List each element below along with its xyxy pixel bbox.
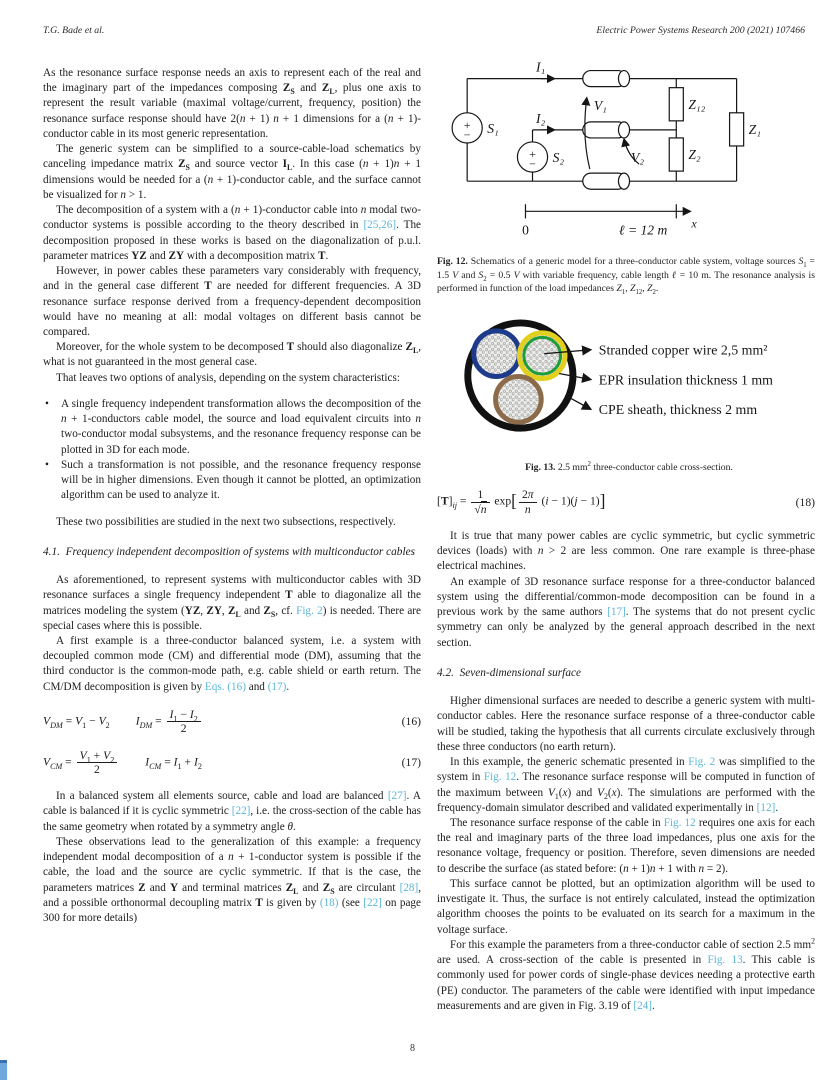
label-v2: V₂ [631,150,645,166]
paragraph: This surface cannot be plotted, but an optimization algorithm will be used to investigate it. Thus, the surface is not entirely calculated, instead the optimization algorithm chooses the points to be evaluated on its search for a maximum in the voltage surface. [437,877,815,936]
equation [437,488,815,516]
paragraph: An example of 3D resonance surface response for a three-conductor balanced system using the differential/common-mode decomposition can be found in a previous work by the same authors [17]. The systems that do not present cyclic symmetry can only be analyzed by the general approach described in the next section. [437,575,815,649]
equation-body: $V_{CM}$ = $\frac{V_1 + V_2}{2}$ $I_{CM} = I_1 + I_2$ [43,748,202,776]
label-axis-zero: 0 [522,222,529,238]
running-header [43,25,805,36]
paragraph: That leaves two options of analysis, depending on the system characteristics: [56,371,400,384]
equation [43,708,421,736]
section-heading: 4.1. Frequency independent decomposition of systems with multiconductor cables [43,545,415,558]
citation-link[interactable]: Fig. 13 [707,954,743,967]
citation-link[interactable]: Fig. 2 [296,604,323,617]
label-axis-x: x [691,216,697,231]
load-z12 [669,88,683,121]
bullet-item: • Such a transformation is not possible, and the resonance frequency response will be in higher dimensions. Even though it cannot be plotted, an optimization algorithm can be used to analyze it. [45,458,421,504]
page-number: 8 [410,1043,415,1054]
equation [43,749,421,777]
pointer-sheath [567,396,591,409]
paragraph: As aforementioned, to represent systems with multiconductor cables with 3D resonance surfaces a single frequency independent T able to diagonalize all the matrices modeling the system (YZ, ZY, $Z_L$ and $Z_S$, cf. Fig. 2) is needed. There are special cases where this is possible. [43,574,422,632]
citation-link[interactable]: Fig. 2 [688,756,716,769]
right-column-text [437,488,815,1014]
figure-12-caption: Fig. 12. Schematics of a generic model for a three-conductor cable system, voltage sources $S_1 = 1.5$ V and $S_2 = 0.5$ V with variable frequency, cable length ℓ = 10 m. The resonance analysis is performed in function of the load impedances $Z_1$, $Z_{12}$, $Z_2$. [437,256,815,297]
equation-body: $[T]_{ij}$ = $\frac{1}{√n}$ exp[ $\frac{2\pi}{n}$ (i − 1)(j − 1)] [437,488,606,516]
label-v1: V₁ [593,97,607,113]
cable-cross-section [443,312,815,444]
viewer-artifact [0,1060,7,1080]
citation-link[interactable]: Fig. 12 [483,771,517,784]
label-i1: I₁ [535,60,546,75]
label-axis-length: ℓ = 12 m [618,222,668,238]
load-z1 [730,113,744,146]
right-column [437,60,815,1014]
paragraph: Higher dimensional surfaces are needed to describe a generic system with multi-conductor cables. Here the resonance surface response of a three-conductor cable will be studied, taking the hypothesis that all currents circulate exclusively through these three conductors (no earth return). [437,695,815,753]
label-z2: Z₂ [688,147,701,163]
bullet-marker: • [45,397,49,410]
citation-link[interactable]: [24] [633,999,652,1012]
bullet-list [45,397,421,504]
label-copper: Stranded copper wire 2,5 mm² [598,343,768,359]
bullet-item: • A single frequency independent transformation allows the decomposition of the n + 1-conductors cable model, the source and load equivalent circuits into n two-conductor modal subsystems, and the resonance frequency response can be plotted in 3D for each mode. [45,397,421,458]
paragraph: However, in power cables these parameters vary considerably with frequency, and in the general case different T are needed for different frequencies. A 3D resonance surface response derived from a frequency-dependent decomposition would have no meaning at all: modal voltages on different basis cannot be compared. [43,265,421,338]
left-column [43,60,421,926]
label-i2: I₂ [535,110,546,126]
paragraph: In this example, the generic schematic presented in Fig. 2 was simplified to the system in Fig. 12. The resonance surface response will be computed in function of the maximum between $V_1(x)$ and $V_2(x)$. The simulations are performed with the frequency-domain simulator described and validated experimentally in [12]. [437,756,815,814]
cable-conductor-middle [583,122,630,138]
equation-number: (18) [795,495,815,509]
equation-number: (16) [401,715,421,729]
section-heading: 4.2. Seven-dimensional surface [437,666,582,679]
header-journal: Electric Power Systems Research 200 (2021) 107466 [596,25,805,36]
paragraph: These observations lead to the generalization of this example: a frequency independent modal decomposition of a n + 1-conductor system is possible if the cable, the load and the source are cyclic symmetric. If that is the case, the parameters matrices Z and Y and terminal matrices $Z_L$ and $Z_S$ are circulant [28], and a possible orthonormal decoupling matrix T is given by (18) (see [22] on page 300 for more details) [43,835,422,925]
paragraph: The generic system can be simplified to a source-cable-load schematics by canceling impedance matrix $Z_S$ and source vector $I_L$. In this case (n + 1)n + 1 dimensions would be needed for a (n + 1)-conductor cable, and the surface cannot be visualized for n > 1. [43,143,421,201]
citation-link[interactable]: Fig. 12 [663,816,696,829]
svg-text:+: + [529,147,536,162]
label-s1: S₁ [487,120,499,136]
equation-body: $V_{DM} = V_1 - V_2$ $I_{DM}$ = $\frac{I_1 - I_2}{2}$ [43,708,402,736]
citation-link[interactable]: Eqs. (16) [204,680,246,693]
paragraph: The decomposition of a system with a (n + 1)-conductor cable into n modal two-conductor systems is possible according to the theory described in [25,26]. The decomposition proposed in these works is based on the diagonalization of p.u.l. parameter matrices YZ and ZY with a decomposition matrix T. [43,204,422,262]
bullet-marker: • [45,458,49,471]
header-authors: T.G. Bade et al. [43,25,105,36]
citation-link[interactable]: [28] [399,881,419,894]
svg-text:−: − [463,127,471,142]
conductor-brown [496,376,542,422]
label-s2: S₂ [552,150,565,166]
conductor-yellow-green [519,333,565,379]
load-z2 [669,138,683,171]
paragraph: A first example is a three-conductor balanced system, i.e. a system with decoupled common mode (CM) and differential mode (DM), assuming that the third conductor is the common-mode path, e.g. cable shield or earth return. The CM/DM decomposition is given by Eqs. (16) and (17). [43,634,421,693]
citation-link[interactable]: [25,26] [363,219,397,232]
cable-conductor-bottom [583,173,630,189]
paragraph: Moreover, for the whole system to be decomposed T should also diagonalize $Z_L$, what is not guaranteed in the most general case. [43,341,422,369]
figure-13-caption: Fig. 13. 2.5 $mm^2$ three-conductor cable cross-section. [525,460,733,473]
citation-link[interactable]: [27] [387,790,407,803]
paragraph: It is true that many power cables are cyclic symmetric, but cyclic symmetric devices (loads) with n > 2 are less common. One rare example is three-phase electrical machines. [437,529,815,573]
svg-text:+: + [463,117,471,132]
figure-12 [437,60,815,296]
label-z12: Z₁₂ [688,96,706,112]
label-sheath: CPE sheath, thickness 2 mm [598,402,758,418]
paragraph: The resonance surface response of the cable in Fig. 12 requires one axis for each the real and imaginary parts of the three load impedances, plus one axis for the resonance voltage, frequency or position. Therefore, seven dimensions are needed to describe the surface (as stated before: (n + 1)n + 1 with n = 2). [437,816,815,875]
paragraph: For this example the parameters from a three-conductor cable of section 2.5 $mm^2$ are used. A cross-section of the cable is presented in Fig. 13. This cable is commonly used for power cords of single-phase devices needing a protective earth (PE) conductor. The parameters of the cable were identified with input impedance measurements and are given in Fig. 3.19 of [24]. [437,936,816,1012]
figure-13 [443,312,815,475]
paragraph: In a balanced system all elements source, cable and load are balanced [27]. A cable is balanced if it is cyclic symmetric [22], i.e. the cross-section of the cable has the same geometry when rotated by a symmetry angle θ. [43,790,421,833]
citation-link[interactable]: (17) [267,680,287,693]
conductor-blue [474,331,520,377]
citation-link[interactable]: [22] [363,896,382,909]
citation-link[interactable]: (18) [319,896,339,909]
svg-text:−: − [529,157,536,172]
paragraph: These two possibilities are studied in the next two subsections, respectively. [56,515,396,528]
label-insulation: EPR insulation thickness 1 mm [598,373,773,389]
citation-link[interactable]: [22] [231,805,251,818]
equation-number: (17) [401,755,421,769]
label-z1: Z₁ [748,121,761,137]
paragraph: As the resonance surface response needs an axis to represent each of the real and the imaginary part of the impedances composing $Z_S$ and $Z_L$, plus one axis to represent the result variable (maximal voltage/current, frequency, position) the resonance surface response should have 2(n + 1) n + 1 dimensions for a (n + 1)-conductor cable in its most generic representation. [43,67,422,140]
citation-link[interactable]: [17] [607,606,626,619]
citation-link[interactable]: [12] [756,801,776,814]
circuit-schematic [437,60,809,240]
two-column-body [43,60,815,1014]
cable-conductor-top [583,71,630,87]
